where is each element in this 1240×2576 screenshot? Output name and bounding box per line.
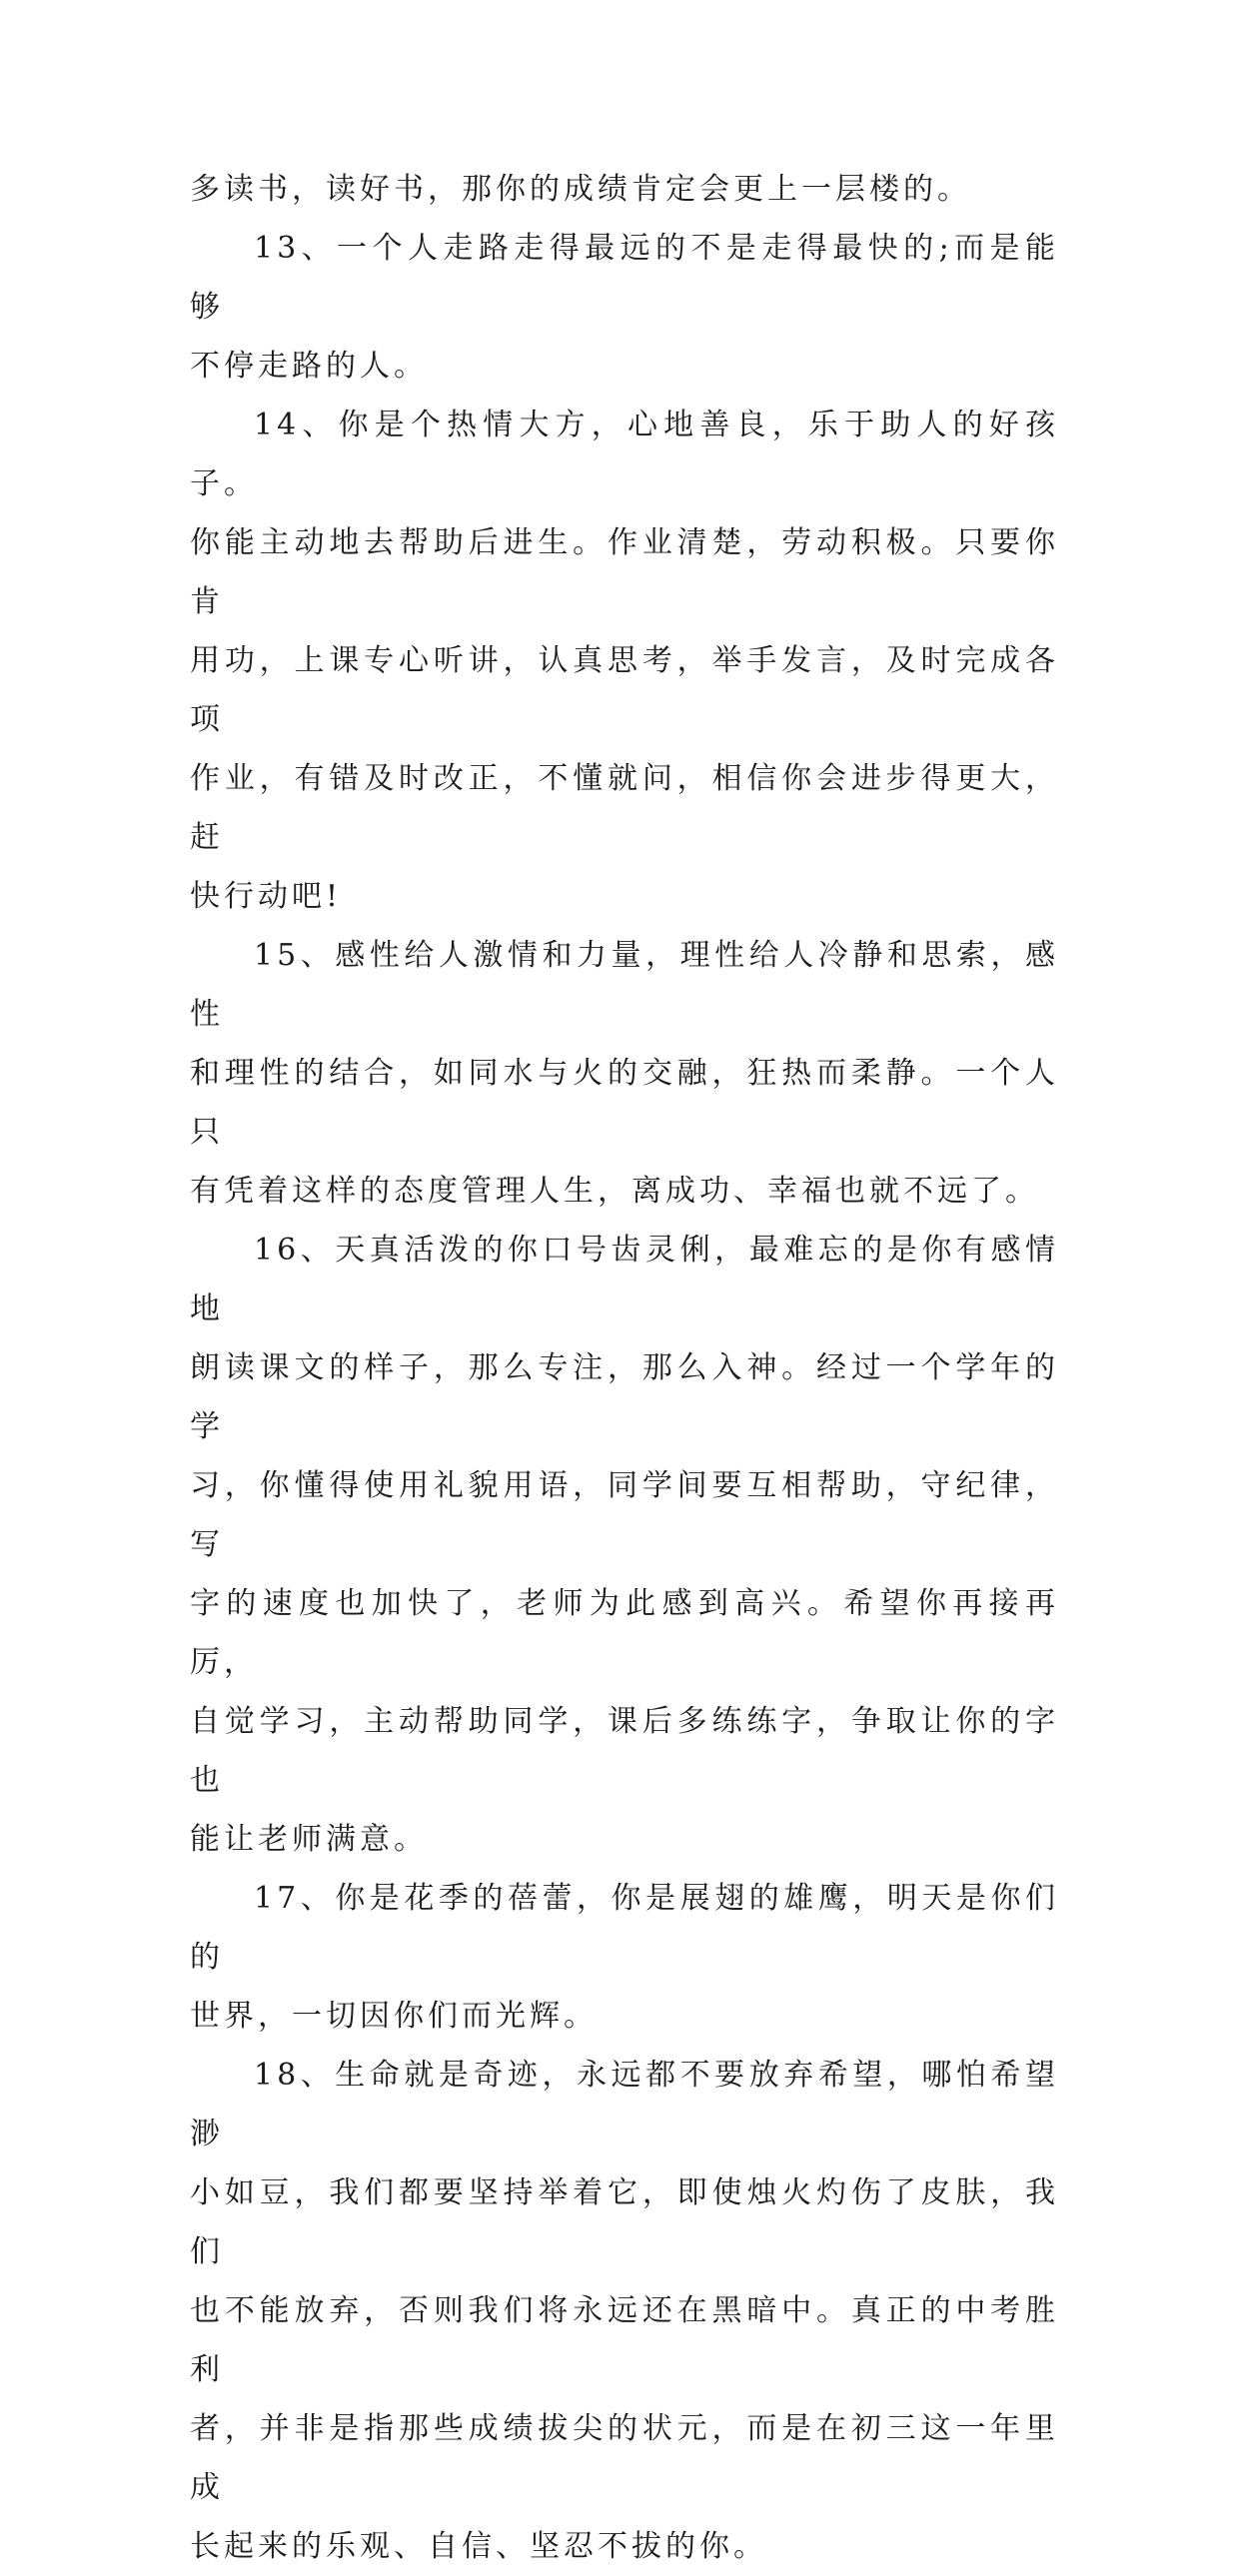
text-line: 作业，有错及时改正，不懂就问，相信你会进步得更大，赶 xyxy=(190,761,1059,855)
text-line: 字的速度也加快了，老师为此感到高兴。希望你再接再厉， xyxy=(190,1586,1059,1680)
paragraph-16 xyxy=(190,1221,1059,1869)
text-line: 和理性的结合，如同水与火的交融，狂热而柔静。一个人只 xyxy=(190,1056,1059,1150)
text-line: 你能主动地去帮助后进生。作业清楚，劳动积极。只要你肯 xyxy=(190,525,1059,619)
text-line: 小如豆，我们都要坚持举着它，即使烛火灼伤了皮肤，我们 xyxy=(190,2175,1059,2269)
text-line: 朗读课文的样子，那么专注，那么入神。经过一个学年的学 xyxy=(190,1350,1059,1444)
text-line: 15、感性给人激情和力量，理性给人冷静和思索，感性 xyxy=(190,938,1059,1032)
paragraph-13 xyxy=(190,219,1059,396)
text-line: 长起来的乐观、自信、坚忍不拔的你。 xyxy=(190,2529,767,2564)
text-line: 不停走路的人。 xyxy=(190,349,428,384)
paragraph-14 xyxy=(190,396,1059,926)
text-line: 者，并非是指那些成绩拔尖的状元，而是在初三这一年里成 xyxy=(190,2411,1059,2505)
text-line: 多读书，读好书，那你的成绩肯定会更上一层楼的。 xyxy=(190,172,971,207)
text-line: 也不能放弃，否则我们将永远还在黑暗中。真正的中考胜利 xyxy=(190,2293,1059,2387)
text-line: 自觉学习，主动帮助同学，课后多练练字，争取让你的字也 xyxy=(190,1704,1059,1798)
document-body xyxy=(190,160,1059,2576)
paragraph-17 xyxy=(190,1869,1059,2046)
text-line: 世界，一切因你们而光辉。 xyxy=(190,1999,598,2034)
text-line: 能让老师满意。 xyxy=(190,1822,428,1857)
text-line: 14、你是个热情大方，心地善良，乐于助人的好孩子。 xyxy=(190,408,1059,501)
text-line: 17、你是花季的蓓蕾，你是展翅的雄鹰，明天是你们的 xyxy=(190,1881,1059,1975)
text-line: 用功，上课专心听讲，认真思考，举手发言，及时完成各项 xyxy=(190,643,1059,737)
text-line: 快行动吧! xyxy=(190,879,343,914)
text-line: 有凭着这样的态度管理人生，离成功、幸福也就不远了。 xyxy=(190,1174,1039,1209)
text-line: 习，你懂得使用礼貌用语，同学间要互相帮助，守纪律，写 xyxy=(190,1468,1059,1562)
text-line: 16、天真活泼的你口号齿灵俐，最难忘的是你有感情地 xyxy=(190,1233,1059,1326)
paragraph-15 xyxy=(190,926,1059,1221)
text-line: 18、生命就是奇迹，永远都不要放弃希望，哪怕希望渺 xyxy=(190,2058,1059,2151)
paragraph-intro xyxy=(190,160,1059,219)
paragraph-18 xyxy=(190,2046,1059,2576)
text-line: 13、一个人走路走得最远的不是走得最快的;而是能够 xyxy=(190,231,1059,325)
